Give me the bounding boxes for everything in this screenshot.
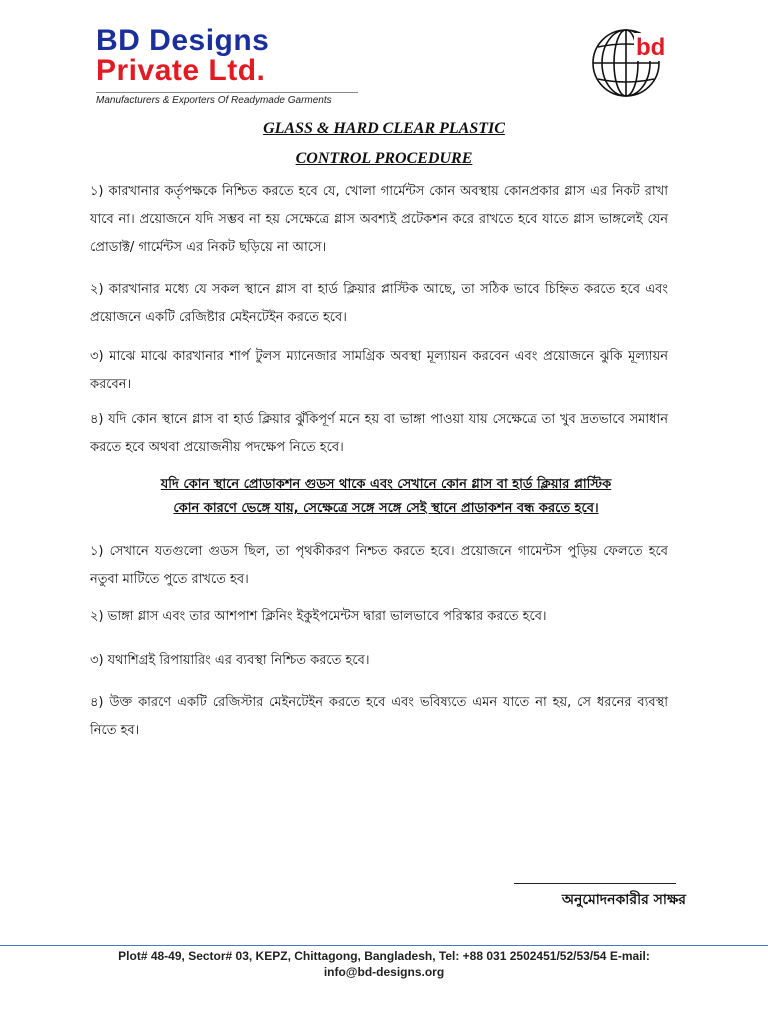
action-item-2: ২) ভাঙ্গা গ্লাস এবং তার আশপাশ ক্লিনিং ইকুইপমেন্টস দ্বারা ভালভাবে পরিস্কার করতে হবে। — [90, 609, 547, 624]
warning-line-1: যদি কোন স্থানে প্রোডাকশন গুডস থাকে এবং সেখানে কোন গ্লাস বা হার্ড ক্লিয়ার প্লাস্টিক — [160, 477, 612, 492]
company-name-line1: BD Designs — [96, 24, 270, 57]
signature-label: অনুমোদনকারীর সাক্ষর — [561, 892, 686, 908]
company-name-line2: Private Ltd. — [96, 54, 266, 87]
footer-line2: info@bd-designs.org — [323, 965, 445, 979]
document-title-line1: GLASS & HARD CLEAR PLASTIC — [263, 120, 505, 137]
company-tagline: Manufacturers & Exporters Of Readymade Garments — [96, 92, 358, 106]
action-item-3: ৩) যথাশিগ্রই রিপায়ারিং এর ব্যবস্থা নিশ্চিত করতে হবে। — [90, 653, 370, 668]
procedure-item-3: ৩) মাঝে মাঝে কারখানার শার্প টুলস ম্যানেজার সামগ্রিক অবস্থা মূল্যায়ন করবেন এবং প্রয়োজনে ঝুকি মূল্যায়ন করবেন। — [90, 349, 668, 392]
signature-line — [514, 883, 676, 884]
logo-text: bd — [636, 34, 666, 61]
document-title-line2: CONTROL PROCEDURE — [295, 150, 473, 167]
warning-line-2: কোন কারণে ভেঙ্গে যায়, সেক্ষেত্রে সঙ্গে সঙ্গে সেই স্থানে প্রাডাকশন বন্ধ করতে হবে। — [173, 501, 599, 516]
footer-divider — [0, 945, 768, 946]
footer-address — [40, 948, 728, 980]
globe-logo-icon — [590, 23, 672, 101]
procedure-item-1: ১) কারখানার কর্তৃপক্ষকে নিশ্চিত করতে হবে যে, খোলা গার্মেন্টস কোন অবস্থায় কোনপ্রকার গ্লাস এর নিকট রাখা যাবে না। প্রয়োজনে যদি সম্ভব না হয় সেক্ষেত্রে গ্লাস অবশ্যই প্রটেকশন করে রাখতে হবে যাতে গ্লাস ভাঙ্গলেই যেন প্রোডাক্ট/ গার্মেন্টস এর নিকট ছড়িয়ে না আসে। — [90, 184, 668, 255]
procedure-item-2: ২) কারখানার মধ্যে যে সকল স্থানে গ্লাস বা হার্ড ক্লিয়ার প্লাস্টিক আছে, তা সঠিক ভাবে চিহ্নিত করতে হবে এবং প্রয়োজনে একটি রেজিষ্টার মেইনটেইন করতে হবে। — [90, 282, 668, 325]
footer-line1: Plot# 48-49, Sector# 03, KEPZ, Chittagong, Bangladesh, Tel: +88 031 2502451/52/53/54 E-mail: — [118, 949, 650, 963]
action-item-1: ১) সেখানে যতগুলো গুডস ছিল, তা পৃথকীকরণ নিশ্চত করতে হবে। প্রয়োজনে গামেন্টস পুড়িয় ফেলতে হবে নতুবা মাটিতে পুতে রাখতে হব। — [90, 544, 668, 587]
action-item-4: ৪) উক্ত কারণে একটি রেজিস্টার মেইনটেইন করতে হবে এবং ভবিষ্যতে এমন যাতে না হয়, সে ধরনের ব্যবস্থা নিতে হব। — [90, 695, 668, 738]
procedure-item-4: ৪) যদি কোন স্থানে গ্লাস বা হার্ড ক্লিয়ার ঝুঁকিপূর্ণ মনে হয় বা ভাঙ্গা পাওয়া যায় সেক্ষেত্রে তা খুব দ্রতভাবে সমাধান করতে হবে অথবা প্রয়োজনীয় পদক্ষেপ নিতে হবে। — [90, 412, 668, 455]
